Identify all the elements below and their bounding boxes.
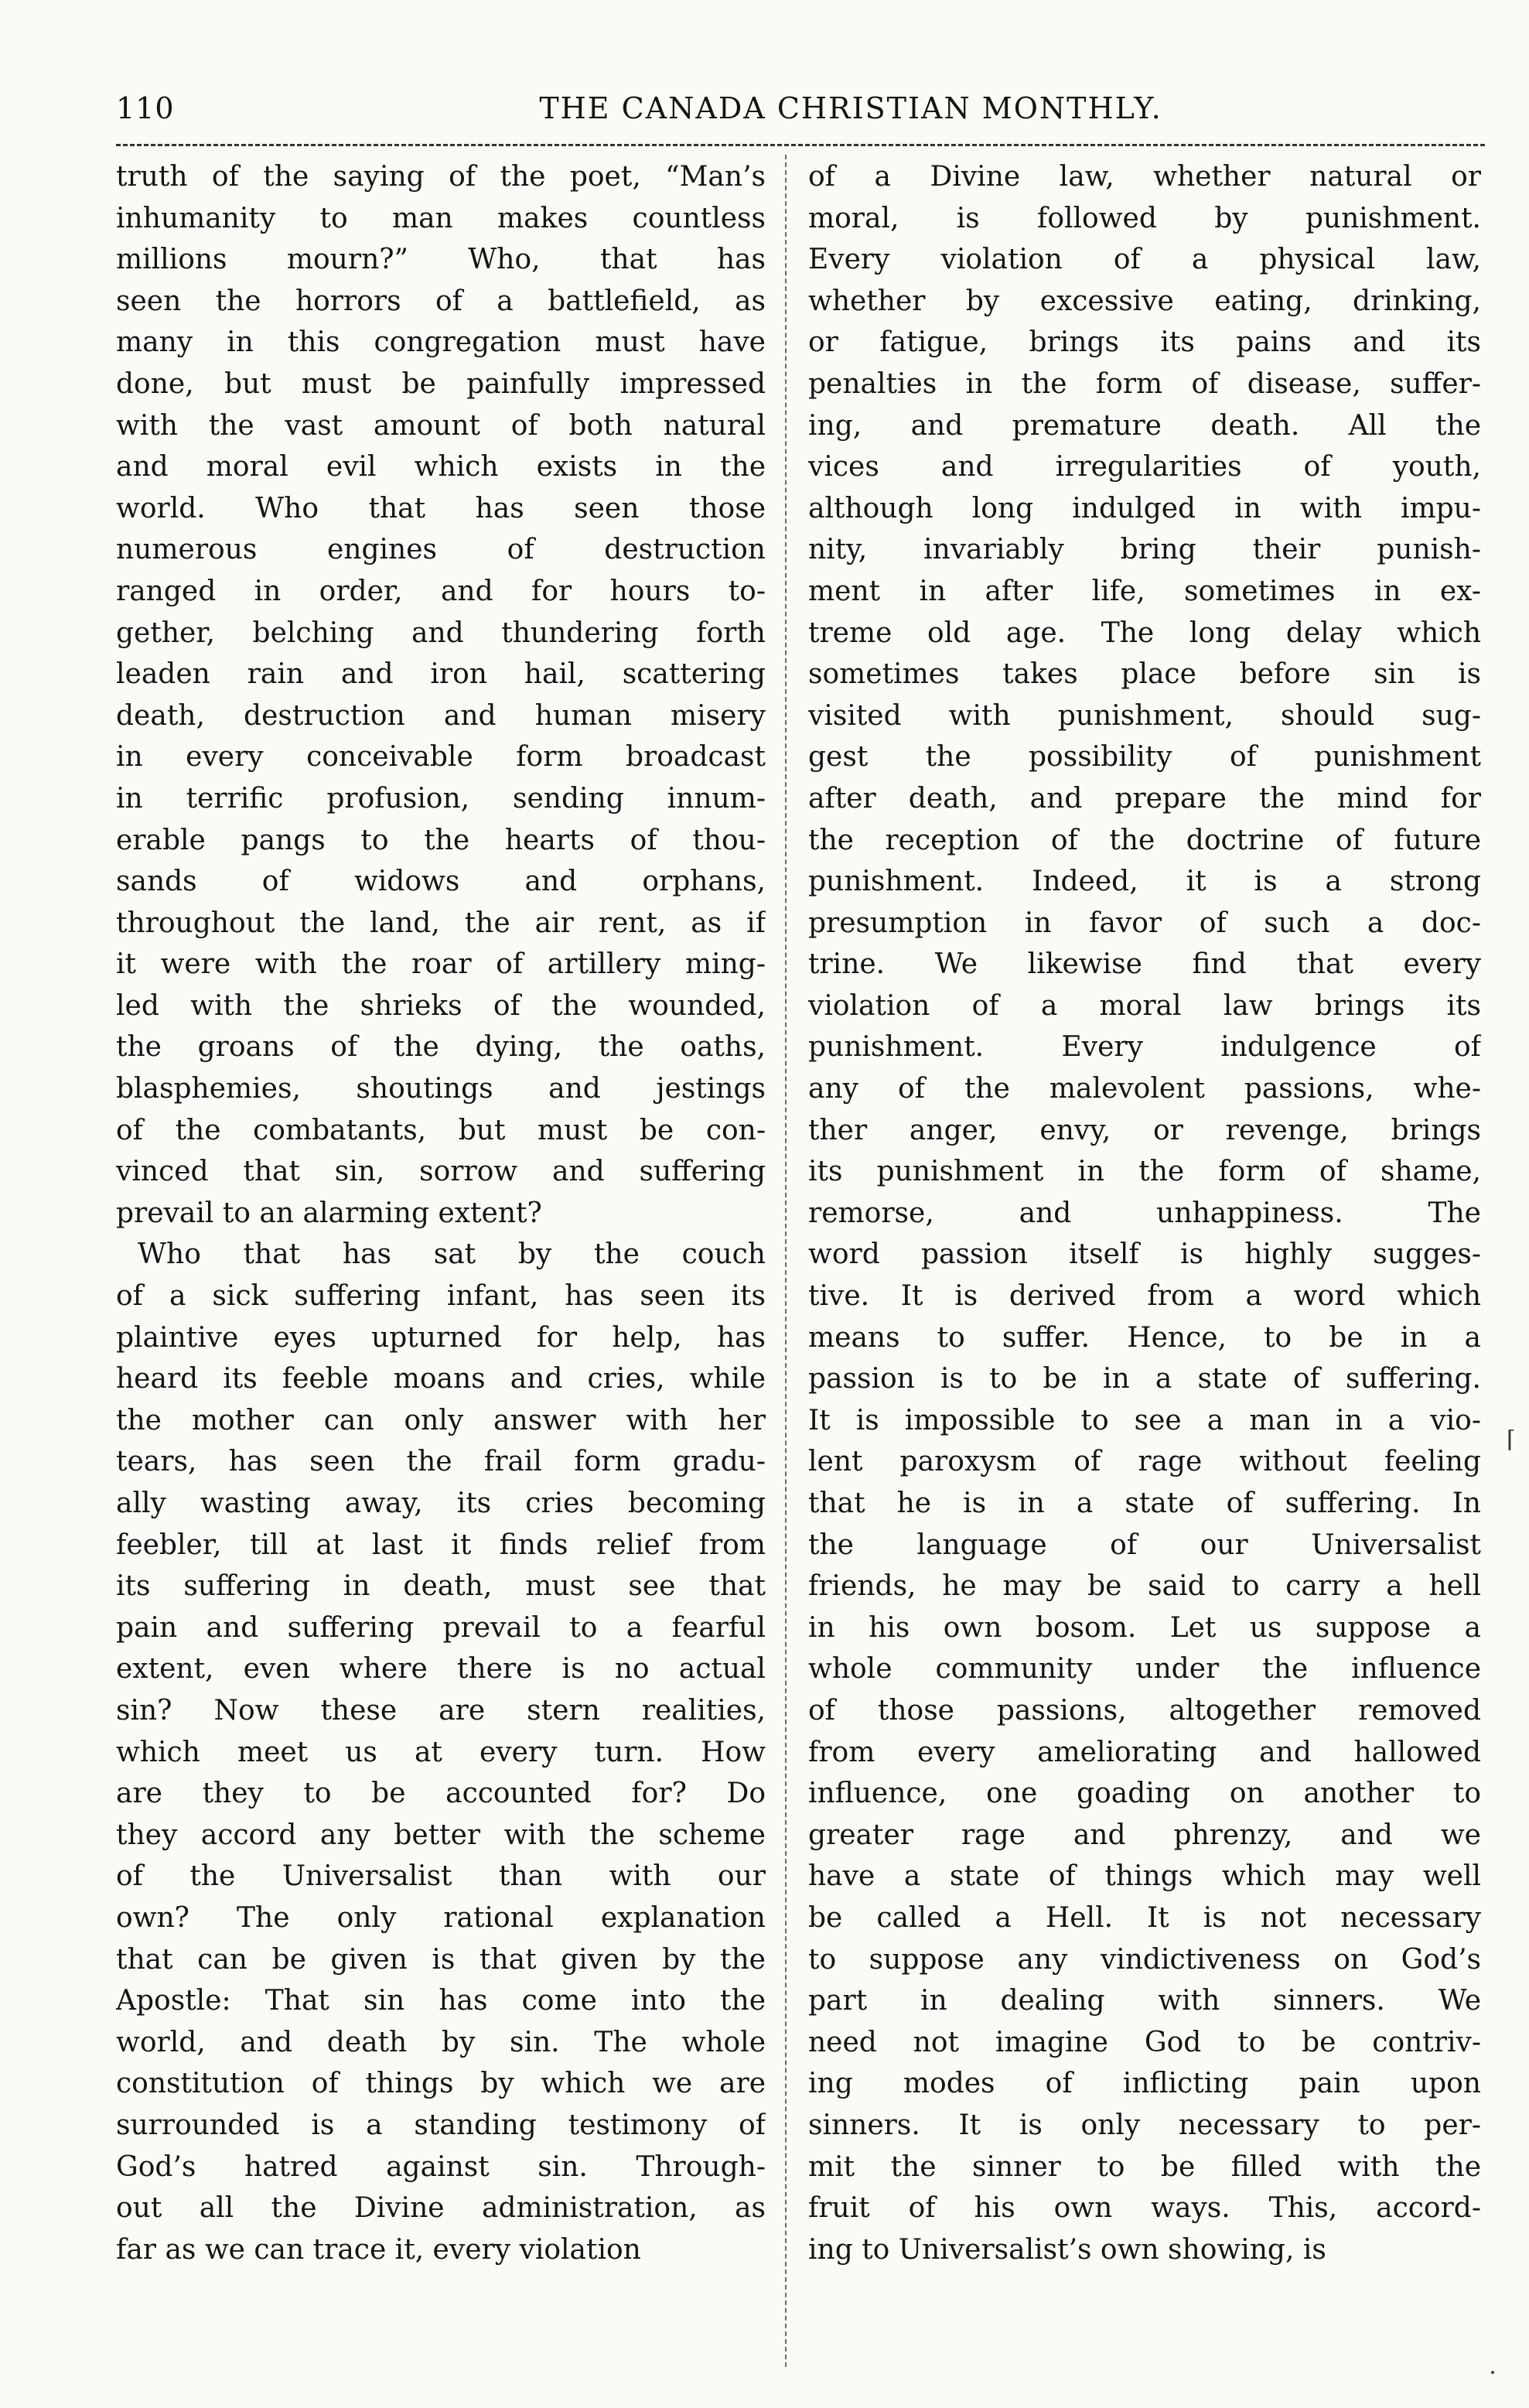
text-line: leaden rain and iron hail, scattering — [116, 658, 766, 691]
left-column — [116, 156, 766, 2270]
text-line: trine. We likewise find that every — [808, 948, 1481, 981]
text-line: penalties in the form of disease, suffer- — [808, 367, 1481, 400]
text-line: friends, he may be said to carry a hell — [808, 1570, 1481, 1603]
text-line: and moral evil which exists in the — [116, 451, 766, 483]
text-line: many in this congregation must have — [116, 326, 766, 359]
text-line: in every conceivable form broadcast — [116, 741, 766, 774]
text-line: although long indulged in with impu- — [808, 492, 1481, 524]
text-line: from every ameliorating and hallowed — [808, 1736, 1481, 1768]
running-head: THE CANADA CHRISTIAN MONTHLY. — [539, 91, 1162, 125]
text-line: surrounded is a standing testimony of — [116, 2109, 766, 2141]
text-line: world. Who that has seen those — [116, 492, 766, 524]
text-line: ing modes of inflicting pain upon — [808, 2068, 1481, 2100]
text-line: blasphemies, shoutings and jestings — [116, 1073, 766, 1105]
text-line: erable pangs to the hearts of thou- — [116, 824, 766, 856]
text-line: are they to be accounted for? Do — [116, 1778, 766, 1810]
text-line: in terrific profusion, sending innum- — [116, 782, 766, 815]
text-line: the language of our Universalist — [808, 1528, 1481, 1561]
text-line: numerous engines of destruction — [116, 534, 766, 566]
text-line: its suffering in death, must see that — [116, 1570, 766, 1603]
text-line: remorse, and unhappiness. The — [808, 1197, 1481, 1229]
text-line: led with the shrieks of the wounded, — [116, 989, 766, 1022]
text-line: mit the sinner to be filled with the — [808, 2150, 1481, 2183]
text-line: It is impossible to see a man in a vio- — [808, 1404, 1481, 1436]
text-line: which meet us at every turn. How — [116, 1736, 766, 1768]
text-line: ranged in order, and for hours to- — [116, 575, 766, 607]
text-line: after death, and prepare the mind for — [808, 782, 1481, 815]
page-number: 110 — [116, 91, 175, 125]
text-line: to suppose any vindictiveness on God’s — [808, 1943, 1481, 1976]
text-line: punishment. Indeed, it is a strong — [808, 866, 1481, 898]
text-line: be called a Hell. It is not necessary — [808, 1901, 1481, 1934]
text-line: the reception of the doctrine of future — [808, 824, 1481, 856]
margin-dot — [1491, 2371, 1494, 2374]
text-line: ing to Universalist’s own showing, is — [808, 2233, 1326, 2266]
text-line: own? The only rational explanation — [116, 1901, 766, 1934]
text-line: gest the possibility of punishment — [808, 741, 1481, 774]
text-line: that he is in a state of suffering. In — [808, 1487, 1481, 1519]
text-line: influence, one goading on another to — [808, 1778, 1481, 1810]
text-line: violation of a moral law brings its — [808, 989, 1481, 1022]
right-column — [808, 156, 1481, 2270]
text-line: means to suffer. Hence, to be in a — [808, 1321, 1481, 1354]
text-line: Who that has sat by the couch — [138, 1238, 766, 1271]
text-line: the mother can only answer with her — [116, 1404, 766, 1436]
text-line: ther anger, envy, or revenge, brings — [808, 1114, 1481, 1146]
text-line: part in dealing with sinners. We — [808, 1985, 1481, 2017]
text-line: tears, has seen the frail form gradu- — [116, 1446, 766, 1478]
text-line: presumption in favor of such a doc- — [808, 907, 1481, 939]
text-line: vinced that sin, sorrow and suffering — [116, 1156, 766, 1188]
text-line: of a Divine law, whether natural or — [808, 161, 1481, 193]
text-line: need not imagine God to be contriv- — [808, 2026, 1481, 2058]
text-line: visited with punishment, should sug- — [808, 699, 1481, 732]
text-line: constitution of things by which we are — [116, 2068, 766, 2100]
text-line: out all the Divine administration, as — [116, 2192, 766, 2225]
text-line: God’s hatred against sin. Through- — [116, 2150, 766, 2183]
text-line: whether by excessive eating, drinking, — [808, 285, 1481, 317]
header-rule — [116, 144, 1485, 146]
text-line: with the vast amount of both natural — [116, 409, 766, 442]
text-line: seen the horrors of a battlefield, as — [116, 285, 766, 317]
margin-mark: ⌈ — [1507, 1426, 1516, 1453]
text-line: tive. It is derived from a word which — [808, 1280, 1481, 1313]
text-line: in his own bosom. Let us suppose a — [808, 1611, 1481, 1644]
text-line: world, and death by sin. The whole — [116, 2026, 766, 2058]
text-line: punishment. Every indulgence of — [808, 1031, 1481, 1064]
text-line: sin? Now these are stern realities, — [116, 1694, 766, 1727]
text-line: its punishment in the form of shame, — [808, 1156, 1481, 1188]
text-line: ally wasting away, its cries becoming — [116, 1487, 766, 1519]
text-line: truth of the saying of the poet, “Man’s — [116, 161, 766, 193]
text-line: millions mourn?” Who, that has — [116, 244, 766, 276]
text-line: have a state of things which may well — [808, 1860, 1481, 1893]
text-line: far as we can trace it, every violation — [116, 2233, 641, 2266]
text-line: ing, and premature death. All the — [808, 409, 1481, 442]
text-line: sands of widows and orphans, — [116, 866, 766, 898]
text-line: of the combatants, but must be con- — [116, 1114, 766, 1146]
text-line: gether, belching and thundering forth — [116, 617, 766, 649]
text-line: word passion itself is highly sugges- — [808, 1238, 1481, 1271]
text-line: whole community under the influence — [808, 1653, 1481, 1686]
text-line: inhumanity to man makes countless — [116, 202, 766, 234]
page-header — [116, 91, 1477, 138]
text-line: of a sick suffering infant, has seen its — [116, 1280, 766, 1313]
text-line: lent paroxysm of rage without feeling — [808, 1446, 1481, 1478]
text-line: they accord any better with the scheme — [116, 1819, 766, 1851]
text-line: Every violation of a physical law, — [808, 244, 1481, 276]
text-line: throughout the land, the air rent, as if — [116, 907, 766, 939]
text-line: heard its feeble moans and cries, while — [116, 1363, 766, 1395]
text-line: plaintive eyes upturned for help, has — [116, 1321, 766, 1354]
text-line: of those passions, altogether removed — [808, 1694, 1481, 1727]
text-line: any of the malevolent passions, whe- — [808, 1073, 1481, 1105]
text-line: feebler, till at last it finds relief from — [116, 1528, 766, 1561]
text-line: treme old age. The long delay which — [808, 617, 1481, 649]
text-line: done, but must be painfully impressed — [116, 367, 766, 400]
text-line: passion is to be in a state of suffering. — [808, 1363, 1481, 1395]
text-line: it were with the roar of artillery ming- — [116, 948, 766, 981]
text-line: sinners. It is only necessary to per- — [808, 2109, 1481, 2141]
text-line: moral, is followed by punishment. — [808, 202, 1481, 234]
text-line: that can be given is that given by the — [116, 1943, 766, 1976]
text-line: the groans of the dying, the oaths, — [116, 1031, 766, 1064]
text-line: sometimes takes place before sin is — [808, 658, 1481, 691]
text-line: vices and irregularities of youth, — [808, 451, 1481, 483]
column-divider — [785, 155, 787, 2367]
text-line: fruit of his own ways. This, accord- — [808, 2192, 1481, 2225]
text-line: extent, even where there is no actual — [116, 1653, 766, 1686]
text-line: prevail to an alarming extent? — [116, 1197, 542, 1229]
text-line: or fatigue, brings its pains and its — [808, 326, 1481, 359]
text-line: ment in after life, sometimes in ex- — [808, 575, 1481, 607]
text-line: Apostle: That sin has come into the — [116, 1985, 766, 2017]
text-line: nity, invariably bring their punish- — [808, 534, 1481, 566]
text-line: pain and suffering prevail to a fearful — [116, 1611, 766, 1644]
text-line: greater rage and phrenzy, and we — [808, 1819, 1481, 1851]
text-line: death, destruction and human misery — [116, 699, 766, 732]
text-line: of the Universalist than with our — [116, 1860, 766, 1893]
